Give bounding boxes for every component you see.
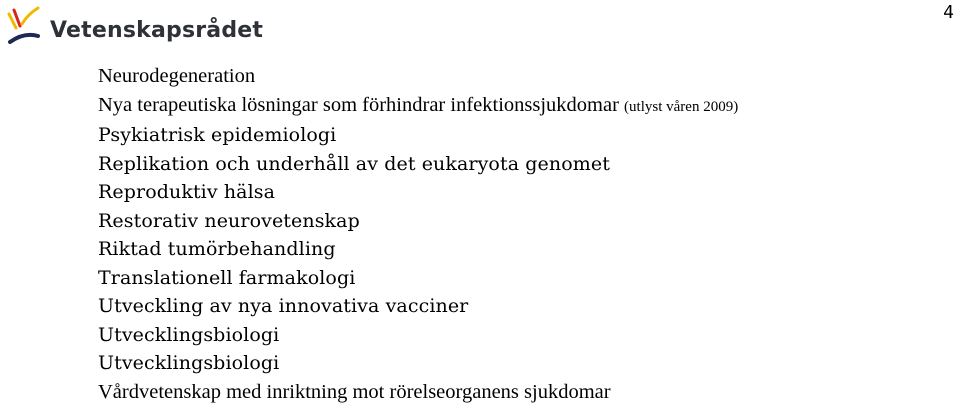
- list-item: [98, 235, 738, 264]
- list-item-text: Translationell farmakologi: [98, 267, 355, 289]
- page-number: 4: [943, 2, 954, 23]
- list-item: [98, 62, 738, 91]
- list-item-text: Utveckling av nya innovativa vacciner: [98, 295, 468, 317]
- list-item-note: (utlyst våren 2009): [624, 99, 738, 115]
- list-item-text: Restorativ neurovetenskap: [98, 210, 360, 232]
- list-item: [98, 292, 738, 321]
- list-item-text: Neurodegeneration: [98, 65, 255, 87]
- list-item: [98, 178, 738, 207]
- list-item-text: Riktad tumörbehandling: [98, 238, 336, 260]
- research-area-list: [98, 62, 738, 406]
- list-item: [98, 349, 738, 378]
- list-item: [98, 207, 738, 236]
- list-item-text: Reproduktiv hälsa: [98, 181, 275, 203]
- list-item-text: Nya terapeutiska lösningar som förhindrar infektionssjukdomar: [98, 94, 619, 116]
- list-item: [98, 121, 738, 150]
- list-item-text: Vårdvetenskap med inriktning mot rörelseorganens sjukdomar: [98, 381, 611, 403]
- list-item: [98, 378, 738, 406]
- list-item: [98, 321, 738, 350]
- list-item: [98, 264, 738, 293]
- list-item-text: Utvecklingsbiologi: [98, 352, 279, 374]
- list-item-text: Utvecklingsbiologi: [98, 324, 279, 346]
- list-item-text: Replikation och underhåll av det eukaryota genomet: [98, 153, 610, 175]
- vetenskapsradet-logo-icon: [6, 6, 42, 50]
- list-item: [98, 91, 738, 122]
- logo-text: Vetenskapsrådet: [50, 18, 263, 43]
- logo: [6, 6, 263, 50]
- list-item-text: Psykiatrisk epidemiologi: [98, 124, 336, 146]
- page-header: [0, 0, 960, 56]
- list-item: [98, 150, 738, 179]
